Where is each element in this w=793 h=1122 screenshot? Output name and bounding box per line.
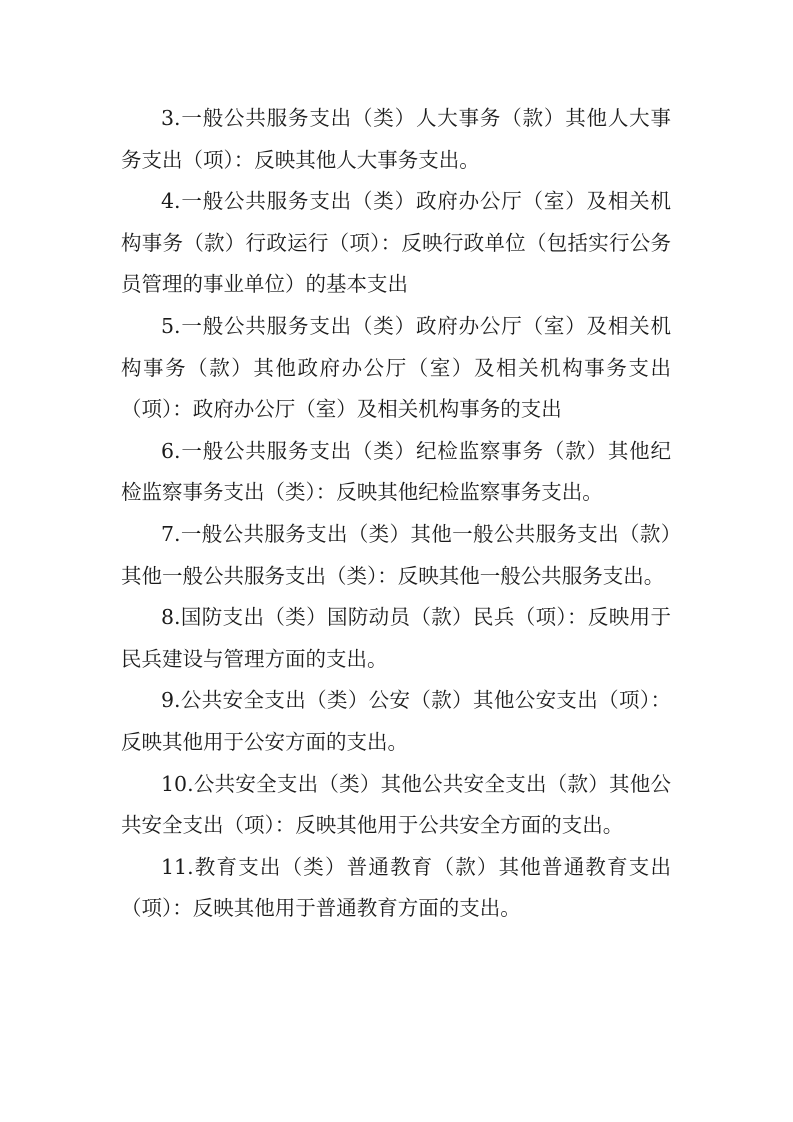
paragraph-item-6: 6.一般公共服务支出（类）纪检监察事务（款）其他纪检监察事务支出（类）：反映其他纪检监察事务支出。 <box>121 438 671 505</box>
paragraph-item-11: 11.教育支出（类）普通教育（款）其他普通教育支出（项）：反映其他用于普通教育方面的支出。 <box>121 854 671 921</box>
paragraph-item-7: 7.一般公共服务支出（类）其他一般公共服务支出（款）其他一般公共服务支出（类）：反映其他一般公共服务支出。 <box>121 521 671 588</box>
paragraph-item-3: 3.一般公共服务支出（类）人大事务（款）其他人大事务支出（项）：反映其他人大事务支出。 <box>121 106 671 172</box>
paragraph-item-4: 4.一般公共服务支出（类）政府办公厅（室）及相关机构事务（款）行政运行（项）：反映行政单位（包括实行公务员管理的事业单位）的基本支出 <box>121 189 671 297</box>
paragraph-item-9: 9.公共安全支出（类）公安（款）其他公安支出（项）：反映其他用于公安方面的支出。 <box>121 688 671 754</box>
paragraph-item-5: 5.一般公共服务支出（类）政府办公厅（室）及相关机构事务（款）其他政府办公厅（室）及相关机构事务支出（项）：政府办公厅（室）及相关机构事务的支出 <box>121 313 671 422</box>
paragraph-item-8: 8.国防支出（类）国防动员（款）民兵（项）：反映用于民兵建设与管理方面的支出。 <box>121 605 671 671</box>
document-page <box>121 98 671 930</box>
paragraph-item-10: 10.公共安全支出（类）其他公共安全支出（款）其他公共安全支出（项）：反映其他用于公共安全方面的支出。 <box>121 771 671 838</box>
